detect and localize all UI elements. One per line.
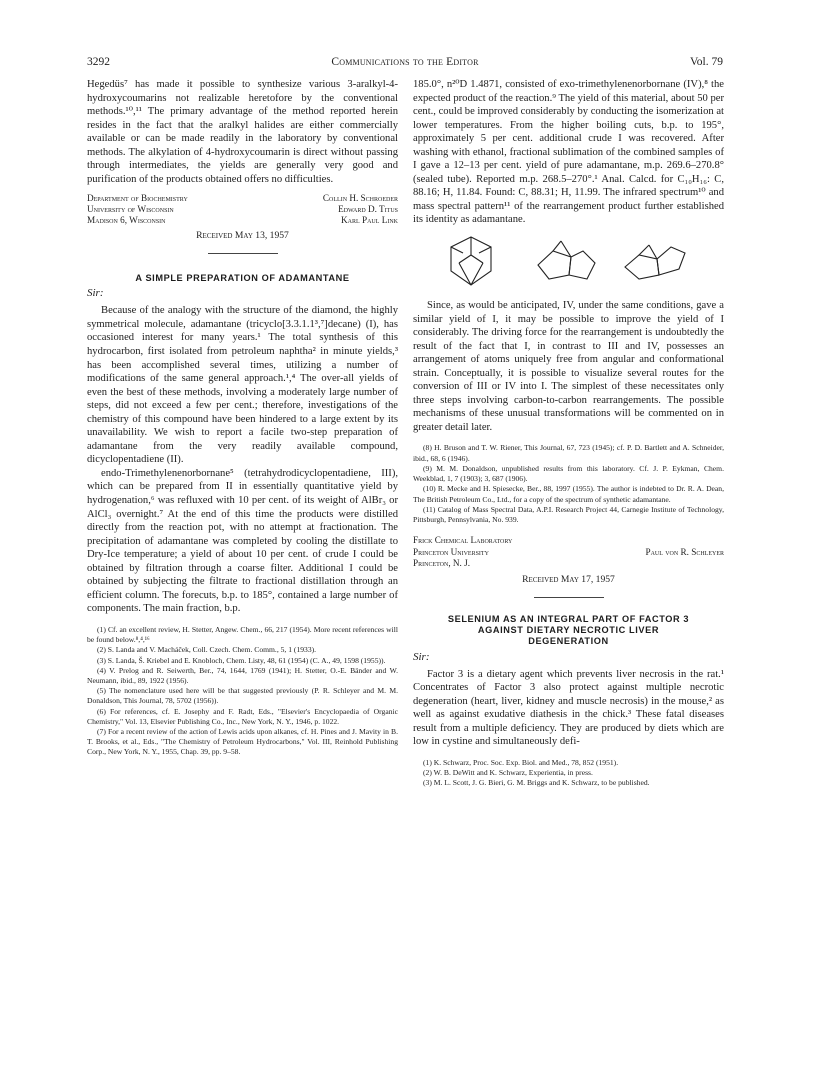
footnote: (1) K. Schwarz, Proc. Soc. Exp. Biol. and Med., 78, 852 (1951).	[423, 757, 619, 767]
article-title	[413, 614, 724, 647]
author-name: Edward D. Titus	[338, 204, 398, 215]
body-paragraph: 185.0°, n²⁰D 1.4871, consisted of exo-trimethylenenorbornane (IV),⁸ the expected product of the reaction.⁹ The yield of this material, about 50 per cent., could be improved considerably by conducting the isomerization at lower temperatures. From the higher boiling cuts, b.p. to 195°, approximately 5 per cent. additional crude I was recovered. After washing with ethanol, fractional sublimation of the combined samples of I gave a 12–13 per cent. yield of pure adamantane, m.p. 269.6–270.8° (sealed tube). Reported m.p. 268.5–270°.¹ Anal. Calcd. for C₁₀H₁₆: C, 88.16; H, 11.84. Found: C, 88.31; H, 11.99. The infrared spectrum¹⁰ and mass spectral pattern¹¹ of the rearrangement product further established its identity as adamantane.	[413, 79, 724, 226]
title-line: DEGENERATION	[528, 635, 609, 646]
adamantane-structure	[451, 237, 491, 285]
footnote: (8) H. Bruson and T. W. Riener, This Journal, 67, 723 (1945); cf. P. D. Bartlett and A. Schneider, ibid., 68, 6 (1946).	[413, 443, 724, 463]
right-column	[413, 78, 724, 789]
footnote: (1) Cf. an excellent review, H. Stetter, Angew. Chem., 66, 217 (1954). More recent references will be found below.⁸,⁴,¹⁶	[87, 624, 398, 645]
footnote: (7) For a recent review of the action of Lewis acids upon alkanes, cf. H. Pines and J. Mavity in B. T. Brooks, et al., Eds., "The Chemistry of Petroleum Hydrocarbons," Vol. III, Reinhold Publishing Corp., New York, N. Y., 1955, Chap. 39, pp. 9–58.	[87, 726, 398, 757]
page-number: 3292	[87, 56, 110, 68]
article-divider	[534, 597, 604, 598]
body-paragraph: Factor 3 is a dietary agent which prevents liver necrosis in the rat.¹ Concentrates of Factor 3 also protect against multiple necrotic degeneration (heart, liver, kidney and muscle necrosis) in the mouse,² as well as against exudative diathesis in the chick.³ These fatal diseases result from a multiple deficiency. They are produced by diets which are low in cystine and simultaneously defi-	[413, 668, 724, 748]
footnote: (3) M. L. Scott, J. G. Bieri, G. M. Briggs and K. Schwarz, to be published.	[423, 778, 650, 788]
city-line: Princeton, N. J.	[413, 558, 471, 569]
title-line: SELENIUM AS AN INTEGRAL PART OF FACTOR 3	[447, 613, 690, 624]
structure-figure	[413, 233, 724, 295]
running-header	[87, 56, 723, 72]
footnote: (5) The nomenclature used here will be that suggested previously (P. R. Schleyer and M. M. Donaldson, This Journal, 78, 5702 (1956)).	[87, 686, 398, 706]
body-paragraph: endo-Trimethylenenorbornane⁵ (tetrahydrodicyclopentadiene, III), which can be prepared from II in essentially quantitative yield by hydrogenation,⁶ was refluxed with 10 per cent. of its weight of AlBr₃ or AlCl₃ overnight.⁷ At the end of this time the products were distilled directly from the reaction pot, with no attempt at fractionation. The precipitation of adamantane was completed by cooling the distillate to Dry-Ice temperature; a yield of about 10 per cent. of crude I could be obtained by filtration through a coarse filter. Additional I could be obtained by subjecting the filtrate to fractional distillation through an efficient column. The forecuts, b.p. to 185°, contained a large number of components. The main fraction, b.p.	[87, 467, 398, 615]
left-column	[87, 78, 398, 758]
salutation: Sir:	[87, 287, 104, 300]
footnotes	[413, 758, 724, 789]
department-line: Department of Biochemistry	[87, 193, 188, 204]
section-title: Communications to the Editor	[331, 56, 479, 68]
university-line: Princeton University	[413, 546, 489, 557]
endo-trimethylenenorbornane-structure	[538, 241, 595, 279]
salutation: Sir:	[413, 650, 430, 663]
body-paragraph: Since, as would be anticipated, IV, under the same conditions, gave a similar yield of I, it may be possible to improve the yield of I considerably. The driving force for the rearrangement is undoubtedly the result of the fact that I, in contrast to III and IV, possesses an arrangement of atoms uniquely free from angular and conformational strain. Conceptually, it is possible to visualize several routes for the conversion of III or IV into I. The simplest of these necessitates only three steps involving carbon-to-carbon rearrangements. The possible mechanisms of these unusual transformations will be commented on in greater detail later.	[413, 300, 724, 433]
footnote: (4) V. Prelog and R. Seiwerth, Ber., 74, 1644, 1769 (1941); H. Stetter, O.-E. Bänder and W. Neumann, ibid., 89, 1922 (1956).	[87, 665, 398, 685]
footnote: (9) M. M. Donaldson, unpublished results from this laboratory. Cf. J. P. Eykman, Chem. Weekblad, 1, 7 (1903); 3, 687 (1906).	[413, 463, 724, 484]
received-date: Received May 17, 1957	[522, 573, 615, 585]
footnotes	[87, 625, 398, 758]
title-line: AGAINST DIETARY NECROTIC LIVER	[477, 624, 660, 635]
received-date: Received May 13, 1957	[196, 230, 289, 242]
lab-affiliation-block	[413, 535, 724, 570]
city-line: Madison 6, Wisconsin	[87, 215, 166, 226]
footnotes	[413, 443, 724, 525]
affiliation-block	[87, 193, 398, 226]
molecular-structures	[413, 233, 724, 295]
volume-number: Vol. 79	[689, 56, 723, 68]
article-divider	[208, 253, 278, 254]
footnote: (2) S. Landa and V. Macháček, Coll. Czech. Chem. Comm., 5, 1 (1933).	[97, 645, 317, 655]
footnote: (10) R. Mecke and H. Spiesecke, Ber., 88, 1997 (1955). The author is indebted to Dr. R. A. Dean, The British Petroleum Co., Ltd., for a copy of the spectrum of synthetic adamantane.	[413, 484, 724, 504]
article-title: A SIMPLE PREPARATION OF ADAMANTANE	[135, 273, 350, 284]
footnote: (11) Catalog of Mass Spectral Data, A.P.I. Research Project 44, Carnegie Institute of Technology, Pittsburgh, Pennsylvania, No. 939.	[413, 504, 724, 524]
exo-trimethylenenorbornane-structure	[625, 245, 685, 279]
author-name: Paul von R. Schleyer	[645, 546, 724, 557]
author-name: Collin H. Schroeder	[322, 193, 398, 204]
author-name: Karl Paul Link	[341, 215, 398, 226]
university-line: University of Wisconsin	[87, 204, 174, 215]
footnote: (6) For references, cf. E. Josephy and F. Radt, Eds., "Elsevier's Encyclopaedia of Organic Chemistry," Vol. 13, Elsevier Publishing Co., Inc., New York, N. Y., 1946, p. 1022.	[87, 706, 398, 726]
footnote: (2) W. B. DeWitt and K. Schwarz, Experientia, in press.	[423, 768, 593, 778]
footnote: (3) S. Landa, Š. Kriebel and E. Knobloch, Chem. Listy, 48, 61 (1954) (C. A., 49, 1598 (1955)).	[97, 655, 386, 665]
body-paragraph: Because of the analogy with the structure of the diamond, the highly symmetrical molecule, adamantane (tricyclo[3.3.1.1³,⁷]decane) (I), has occasioned interest for many years.¹ The total synthesis of this hydrocarbon, first isolated from petroleum naphtha² in minute yields,³ has been accomplished several times, utilizing a number of modifications of the same general approach.¹,⁴ The over-all yields of even the best of these methods, involving a moderately large number of steps, did not exceed a few per cent.; therefore, investigations of the chemistry of this compound have been hindered to a large extent by its unavailability. We wish to report a facile two-step preparation of adamantane from the very readily available compound, dicyclopentadiene (II).	[87, 305, 398, 466]
lab-line: Frick Chemical Laboratory	[413, 535, 513, 546]
previous-article-conclusion: Hegedüs⁷ has made it possible to synthesize various 3-aralkyl-4-hydroxycoumarins not realizable heretofore by the conventional methods.¹⁰,¹¹ The primary advantage of the method reported herein resides in the fact that the aralkyl halides are either commercially available or can be made readily in the laboratory by conventional methods. The alkylation of 4-hydroxycoumarin is direct without passing through intermediates, the yields are generally very good and purification of the products obtained offers no difficulties.	[87, 79, 398, 185]
